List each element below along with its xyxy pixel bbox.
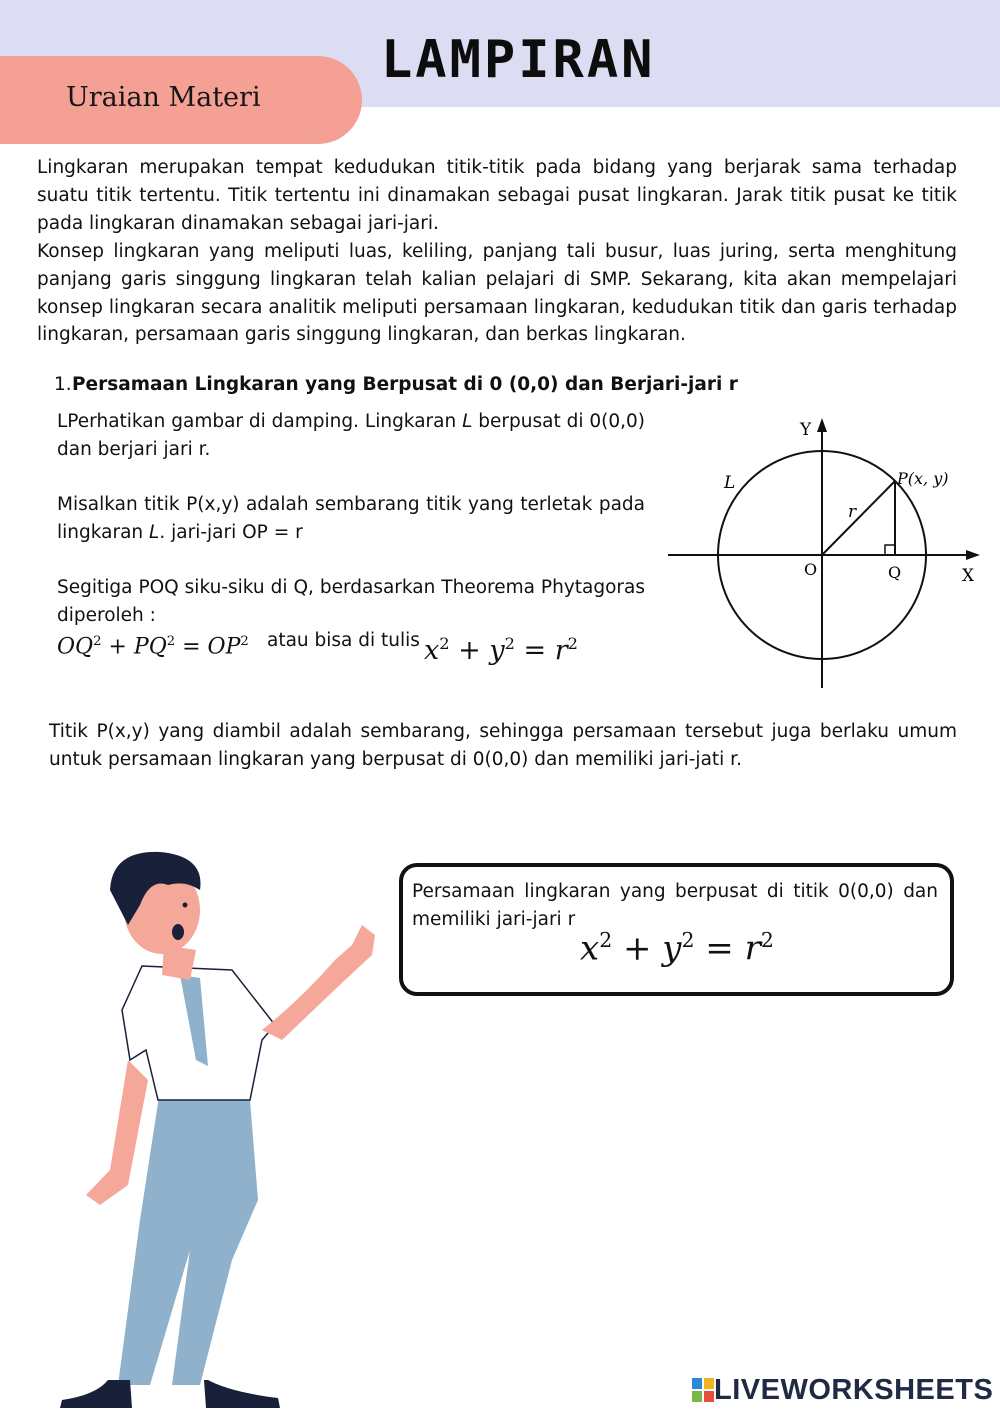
pythagoras-equation: $OQ^2 + PQ^2 = OP^2$ [57,634,249,660]
explanation-2: Misalkan titik P(x,y) adalah sembarang titik yang terletak pada lingkaran L. jari-jari OP = r [57,494,645,543]
eye [183,903,188,908]
logo-text: LIVEWORKSHEETS [714,1373,994,1406]
lower-arm [86,1060,148,1205]
label-x: X [962,566,975,586]
radius-op [822,481,895,555]
label-p: P(x, y) [897,469,949,488]
label-q: Q [888,563,902,582]
label-l: L [724,473,736,493]
label-r: r [848,502,857,522]
circle-equation: $x^2 + y^2 = r^2$ [424,634,578,666]
explanation-1: LPerhatikan gambar di damping. Lingkaran L berpusat di 0(0,0) dan berjari jari r. [57,411,645,460]
x-axis-arrow [966,550,980,560]
liveworksheets-logo [692,1374,993,1406]
teacher-illustration [40,840,390,1414]
circle-diagram [660,410,990,695]
section-title: Persamaan Lingkaran yang Berpusat di 0 (0,0) dan Berjari-jari r [72,374,738,395]
section-number: 1. [54,374,72,395]
callout-equation: $x^2 + y^2 = r^2$ [580,928,774,969]
trousers [118,1090,258,1385]
label-y: Y [800,420,812,440]
y-axis-arrow [817,418,827,432]
label-origin: O [804,560,818,579]
mouth [172,924,184,940]
logo-badge-icon [692,1378,714,1402]
callout-text: Persamaan lingkaran yang berpusat di titik 0(0,0) dan memiliki jari-jari r [412,881,938,930]
right-angle-mark [885,545,895,555]
intro-paragraph-1: Lingkaran merupakan tempat kedudukan titik-titik pada bidang yang berjarak sama terhadap suatu titik tertentu. Titik tertentu ini dinamakan sebagai pusat lingkaran. Jarak titik pusat ke titik pada lingkaran dinamakan sebagai jari-jari. [37,157,957,234]
conclusion-paragraph: Titik P(x,y) yang diambil adalah sembarang, sehingga persamaan tersebut juga berlaku umum untuk persamaan lingkaran yang berpusat di 0(0,0) dan memiliki jari-jati r. [49,721,957,770]
right-shoe [204,1380,280,1408]
equation-connector: atau bisa di tulis [267,630,420,651]
intro-paragraph-2: Konsep lingkaran yang meliputi luas, keliling, panjang tali busur, luas juring, serta menghitung panjang garis singgung lingkaran telah kalian pelajari di SMP. Sekarang, kita akan mempelajari konsep lingkaran secara analitik meliputi persamaan lingkaran, kedudukan titik dan garis terhadap lingkaran, persamaan garis singgung lingkaran, dan berkas lingkaran. [37,241,957,346]
page-title: LAMPIRAN [381,30,656,90]
left-shoe [60,1380,132,1408]
raised-arm [262,925,375,1040]
section-label: Uraian Materi [66,82,261,113]
explanation-3: Segitiga POQ siku-siku di Q, berdasarkan Theorema Phytagoras diperoleh : [57,577,645,626]
